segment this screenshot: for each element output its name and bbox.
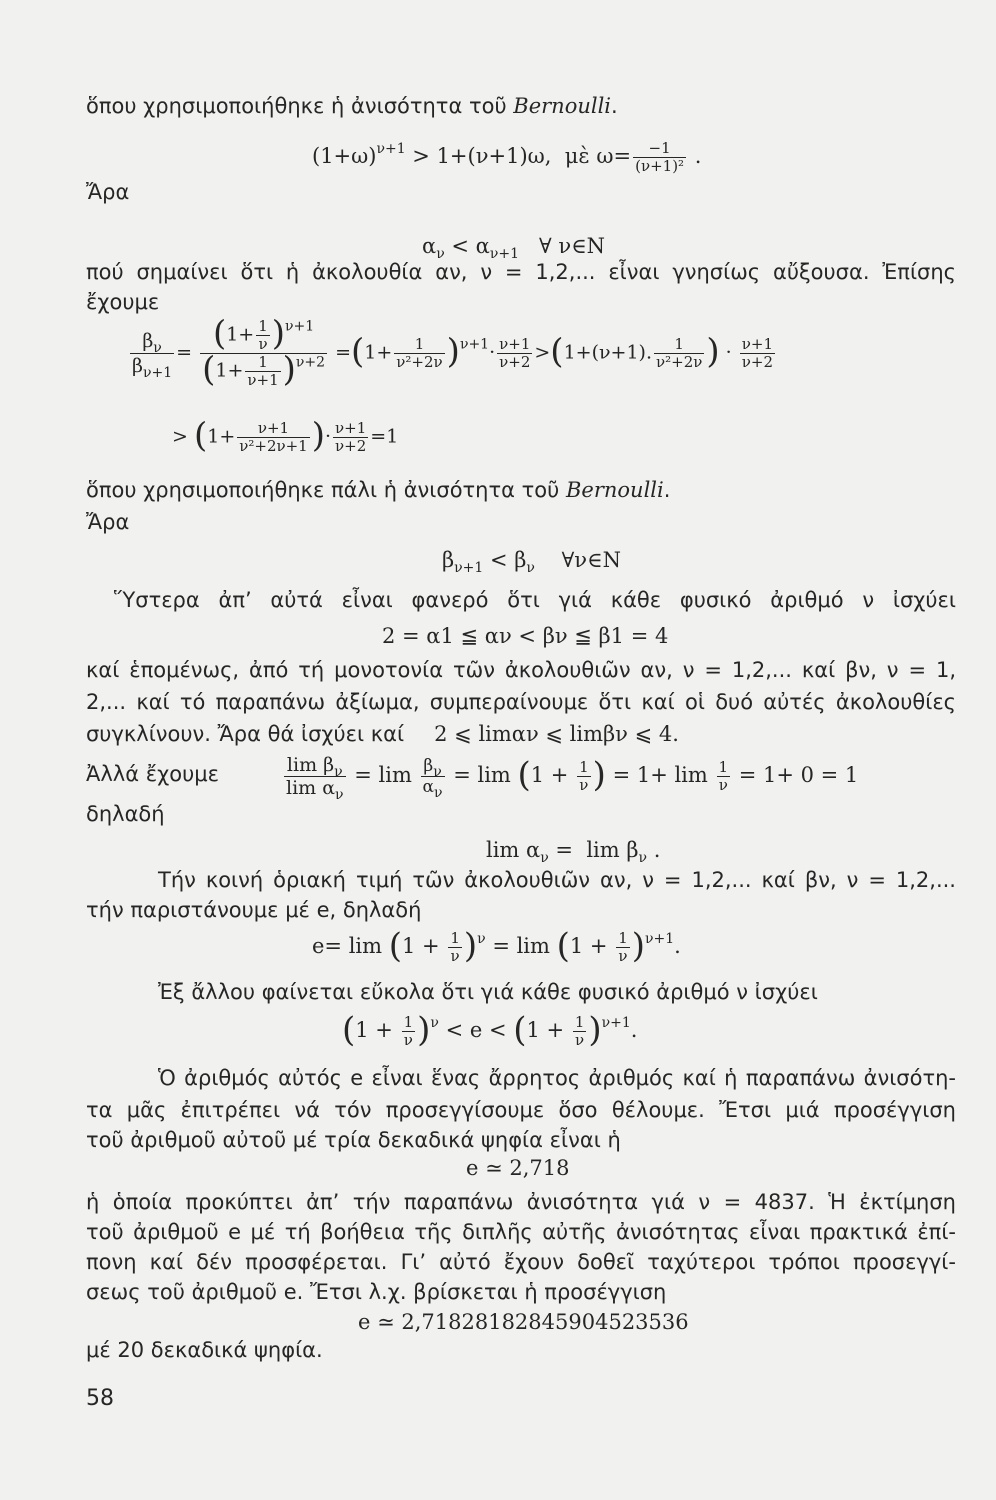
text-line-17: ἡ ὁποία προκύπτει ἀπ’ τήν παραπάνω ἀνισότητα γιά ν = 4837. Ἡ ἐκτίμηση: [86, 1190, 956, 1214]
text-line-5: Ὕστερα ἀπ’ αὐτά εἶναι φανερό ὅτι γιά κάθε φυσικό ἀριθμό ν ἰσχύει: [114, 588, 956, 612]
equation-2: $\alpha_\nu < \alpha_{\nu+1}$ ∀ ν∈N: [422, 234, 606, 262]
equation-4: > (1+ $\frac{\nu+1}{\text{ν²+2ν+1}}$ )· $\frac{\nu+1}{\nu+2}$ =1: [172, 415, 399, 456]
text-line-13: Ἐξ ἄλλου φαίνεται εὔκολα ὅτι γιά κάθε φυσικό ἀριθμό ν ἰσχύει: [158, 980, 818, 1004]
line-1-text: ὅπου χρησιμοποιήθηκε ἡ ἀνισότητα τοῦ: [86, 94, 514, 118]
line-8-text: συγκλίνουν. Ἄρα θά ἰσχύει καί: [86, 722, 405, 746]
text-line-16: τοῦ ἀριθμοῦ αὐτοῦ μέ τρία δεκαδικά ψηφία εἶναι ἡ: [86, 1128, 621, 1152]
text-line-4: [86, 476, 670, 504]
text-line-8: [86, 720, 679, 748]
line-4-text: ὅπου χρησιμοποιήθηκε πάλι ἡ ἀνισότητα τοῦ: [86, 478, 566, 502]
text-line-11: Τήν κοινή ὁριακή τιμή τῶν ἀκολουθιῶν αν, ν = 1,2,... καί βν, ν = 1,2,...: [158, 868, 956, 892]
text-line-10: δηλαδή: [86, 802, 165, 826]
text-line-1: [86, 92, 618, 120]
text-line-12: τήν παριστάνουμε μέ e, δηλαδή: [86, 898, 422, 922]
ara-2: Ἄρα: [86, 510, 130, 534]
text-line-18: τοῦ ἀριθμοῦ e μέ τή βοήθεια τῆς διπλῆς αὐτῆς ἀνισότητας εἶναι πρακτικά ἐπί-: [86, 1220, 956, 1244]
text-line-7: 2,... καί τό παραπάνω ἀξίωμα, συμπεραίνουμε ὅτι καί οἱ δυό αὐτές ἀκολουθίες: [86, 690, 956, 714]
text-line-9: Ἀλλά ἔχουμε: [86, 762, 219, 786]
text-line-20: σεως τοῦ ἀριθμοῦ e. Ἔτσι λ.χ. βρίσκεται ἡ προσέγγιση: [86, 1280, 667, 1304]
equation-6: 2 = α1 ≦ αν < βν ≦ β1 = 4: [382, 624, 669, 648]
text-line-21: μέ 20 δεκαδικά ψηφία.: [86, 1338, 323, 1362]
equation-12: e ≃ 2,71828182845904523536: [358, 1310, 689, 1334]
line-8-math: 2 ⩽ limαν ⩽ limβν ⩽ 4.: [434, 722, 679, 746]
page-number: 58: [86, 1386, 114, 1411]
text-line-3: ἔχουμε: [86, 290, 160, 314]
equation-3: $\frac{\beta_\nu}{\beta_{\nu+1}}$ = (1+ $\frac{1}{\nu}$ )$^{\nu+1}$ (1+ $\frac{1}{\nu+1}$ )$^{\nu+2}$ =(1+ $\frac{1}{\text{ν²+2ν}}$ )$^{\nu+1}$· $\frac{\nu+1}{\nu+2}$ >(1+(ν+1). $\frac{1}{\text{ν²+2ν}}$ ) · $\frac{\nu+1}{\nu+2}$: [132, 313, 773, 390]
line-4-name: Bernoulli: [565, 478, 664, 502]
equation-8: $\lim \alpha_\nu = \lim \beta_\nu$ .: [486, 838, 661, 866]
text-line-14: Ὁ ἀριθμός αὐτός e εἶναι ἕνας ἄρρητος ἀριθμός καί ἡ παραπάνω ἀνισότη-: [158, 1066, 956, 1090]
line-1-name: Bernoulli: [513, 94, 612, 118]
equation-9: e= lim (1 + $\frac{1}{\nu}$ )$^\nu$ = lim (1 + $\frac{1}{\nu}$ )$^{\nu+1}$.: [312, 926, 681, 966]
line-4-end: .: [663, 478, 671, 502]
equation-1: $(1+\omega)^{\nu+1} > 1+(\nu+1)\omega$, μὲ ω= $\frac{-1}{\text{(ν+1)²}}$ .: [312, 139, 702, 175]
equation-10: (1 + $\frac{1}{\nu}$ )$^\nu$ < e < (1 + $\frac{1}{\nu}$ )$^{\nu+1}$.: [342, 1010, 638, 1050]
text-line-2: πού σημαίνει ὅτι ἡ ἀκολουθία αν, ν = 1,2,... εἶναι γνησίως αὔξουσα. Ἐπίσης: [86, 260, 956, 284]
equation-5: $\beta_{\nu+1} < \beta_\nu$ ∀ν∈N: [442, 548, 621, 576]
text-line-15: τα μᾶς ἐπιτρέπει νά τόν προσεγγίσουμε ὅσο θέλουμε. Ἔτσι μιά προσέγγιση: [86, 1098, 956, 1122]
equation-11: e ≃ 2,718: [466, 1156, 570, 1180]
line-1-end: .: [611, 94, 618, 118]
text-line-19: πονη καί δέν προσφέρεται. Γι’ αὐτό ἔχουν δοθεῖ ταχύτεροι τρόποι προσεγγί-: [86, 1250, 956, 1274]
ara-1: Ἄρα: [86, 180, 130, 204]
text-line-6: καί ἑπομένως, ἀπό τή μονοτονία τῶν ἀκολουθιῶν αν, ν = 1,2,... καί βν, ν = 1,: [86, 658, 956, 682]
equation-7: $\frac{\lim \beta_\nu}{\lim \alpha_\nu}$ = lim $\frac{\beta_\nu}{\alpha_\nu}$ = lim (1 + $\frac{1}{\nu}$ ) = 1+ lim $\frac{1}{\nu}$ = 1+ 0 = 1: [286, 754, 859, 803]
